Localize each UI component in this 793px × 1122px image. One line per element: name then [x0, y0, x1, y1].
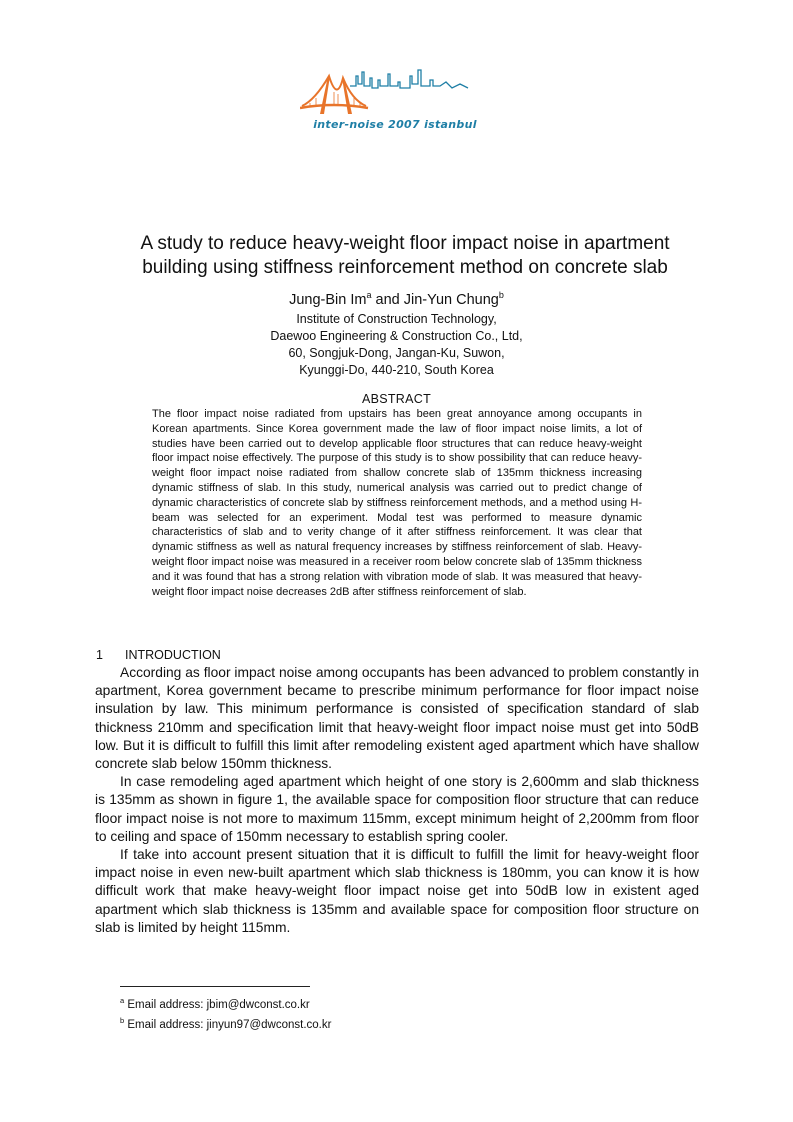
- author-name: Jung-Bin Im: [289, 291, 367, 308]
- affiliation-line: Kyunggi-Do, 440-210, South Korea: [299, 363, 494, 377]
- author-affiliation-mark: b: [498, 290, 504, 300]
- footnote-text: Email address: jbim@dwconst.co.kr: [124, 998, 310, 1011]
- paragraph: According as floor impact noise among occupants has been advanced to problem constantly in apartment, Korea government became to prescribe minimum performance for floor impact noise insulation by law. This minimum performance is consisted of specification standard of slab thickness 210mm and specification limit that heavy-weight floor impact noise must get into 50dB low. But it is difficult to fulfill this limit after remodeling existent aged apartment which have shallow concrete slab below 150mm thickness.: [95, 665, 699, 772]
- footnotes: [120, 993, 331, 1033]
- footnote: [120, 1013, 331, 1033]
- footnote-text: Email address: jinyun97@dwconst.co.kr: [124, 1018, 332, 1031]
- footnote-divider: [120, 986, 310, 987]
- title-line: A study to reduce heavy-weight floor impact noise in apartment: [140, 233, 670, 254]
- affiliation-line: Daewoo Engineering & Construction Co., Ltd,: [270, 329, 523, 343]
- section-heading: [96, 648, 221, 662]
- section-title: INTRODUCTION: [125, 648, 221, 662]
- affiliation: [150, 311, 643, 379]
- footnote-mark: b: [120, 1015, 125, 1025]
- bridge-skyline-icon: [300, 62, 490, 122]
- affiliation-line: 60, Songjuk-Dong, Jangan-Ku, Suwon,: [288, 346, 505, 360]
- paper-title: [95, 232, 715, 280]
- author-list: [150, 290, 643, 308]
- abstract-heading: ABSTRACT: [361, 392, 432, 406]
- paragraph: If take into account present situation that it is difficult to fulfill the limit for heavy-weight floor impact noise in even new-built apartment which slab thickness is 180mm, you can know it is how difficult work that make heavy-weight floor impact noise get into 50dB low in existent aged apartment which slab thickness is 135mm and available space for composition floor structure on slab is limited by height 115mm.: [95, 847, 699, 935]
- author-name: Jin-Yun Chung: [403, 291, 499, 308]
- title-line: building using stiffness reinforcement method on concrete slab: [142, 257, 668, 278]
- footnote: [120, 993, 331, 1013]
- author-affiliation-mark: a: [366, 290, 372, 300]
- footnote-mark: a: [120, 996, 125, 1005]
- introduction-body: [95, 664, 699, 937]
- conference-label: inter-noise 2007 istanbul: [313, 118, 477, 131]
- abstract-text: The floor impact noise radiated from upstairs has been great annoyance among occupants in Korean apartments. Since Korea government made the law of floor impact noise limits, a lot of studies have been carried out to develop applicable floor structures that can reduce heavy-weight floor impact noise effectively. The purpose of this study is to show possibility that can reduce heavy-weight floor impact noise radiated from shallow concrete slab of 135mm thickness increasing dynamic stiffness of slab. In this study, numerical analysis was carried out to predict change of dynamic characteristics of concrete slab by stiffness reinforcement methods, and a method using H-beam was selected for an experiment. Modal test was performed to measure dynamic characteristics of slab and to verity change of it after stiffness reinforcement. It was clear that dynamic stiffness as well as natural frequency increases by stiffness reinforcement of slab. Heavy-weight floor impact noise was measured in a receiver room below concrete slab of 135mm thickness and it was found that has a strong relation with vibration mode of slab. It was measured that heavy-weight floor impact noise decreases 2dB after stiffness reinforcement of slab.: [152, 408, 642, 598]
- affiliation-line: Institute of Construction Technology,: [296, 312, 497, 326]
- section-number: 1: [96, 648, 103, 662]
- paragraph: In case remodeling aged apartment which height of one story is 2,600mm and slab thickness is 135mm as shown in figure 1, the available space for composition floor structure that can reduce floor impact noise is not more to maximum 115mm, except minimum height of 2,200mm from floor to ceiling and space of 150mm necessary to establish spring cooler.: [95, 774, 699, 844]
- author-joiner: and: [371, 291, 404, 308]
